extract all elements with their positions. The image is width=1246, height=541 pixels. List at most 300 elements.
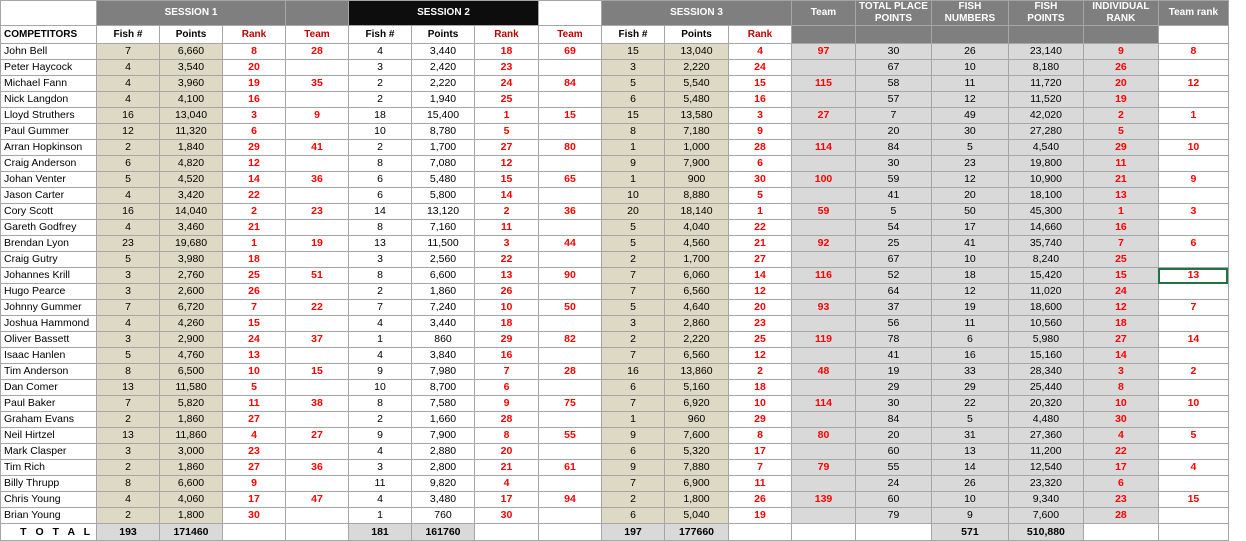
team-total-cell[interactable]: [792, 284, 856, 300]
s3-rank-cell[interactable]: 12: [729, 284, 792, 300]
s1-points-cell[interactable]: 13,040: [160, 108, 223, 124]
s1-points-cell[interactable]: 1,860: [160, 460, 223, 476]
individual-rank-cell[interactable]: 20: [1083, 76, 1158, 92]
fish-numbers-cell[interactable]: 50: [931, 204, 1008, 220]
s1-rank-cell[interactable]: 13: [223, 348, 286, 364]
team-rank-cell[interactable]: [1158, 476, 1228, 492]
fish-points-total[interactable]: 510,880: [1008, 524, 1083, 541]
s1-rank-cell[interactable]: 23: [223, 444, 286, 460]
s2-rank-cell[interactable]: 4: [475, 476, 539, 492]
s2-team-cell[interactable]: [539, 220, 602, 236]
s2-fish-cell[interactable]: 6: [349, 188, 412, 204]
s1-points-cell[interactable]: 4,820: [160, 156, 223, 172]
s3-fish-cell[interactable]: 7: [602, 476, 665, 492]
s3-rank-cell[interactable]: 23: [729, 316, 792, 332]
team-rank-cell[interactable]: 15: [1158, 492, 1228, 508]
s2-team-cell[interactable]: 82: [539, 332, 602, 348]
s1-rank-cell[interactable]: 20: [223, 60, 286, 76]
s3-points-cell[interactable]: 7,880: [665, 460, 729, 476]
individual-rank-header[interactable]: [1083, 1, 1158, 26]
s3-fish-cell[interactable]: 7: [602, 396, 665, 412]
s2-rank-cell[interactable]: 30: [475, 508, 539, 524]
team-rank-cell[interactable]: [1158, 252, 1228, 268]
s3-rank-cell[interactable]: 12: [729, 348, 792, 364]
fish-numbers-cell[interactable]: 16: [931, 348, 1008, 364]
s3-fish-cell[interactable]: 6: [602, 380, 665, 396]
s1-rank-cell[interactable]: 22: [223, 188, 286, 204]
s1-points-cell[interactable]: 6,660: [160, 44, 223, 60]
s2-rank-cell[interactable]: 29: [475, 332, 539, 348]
s3-fish-cell[interactable]: 8: [602, 124, 665, 140]
fish-points-cell[interactable]: 27,280: [1008, 124, 1083, 140]
individual-rank-cell[interactable]: 7: [1083, 236, 1158, 252]
s2-rank-cell[interactable]: 28: [475, 412, 539, 428]
team-rank-cell[interactable]: [1158, 60, 1228, 76]
s1-rank-cell[interactable]: 3: [223, 108, 286, 124]
s2-points-cell[interactable]: 1,660: [412, 412, 475, 428]
team-rank-cell[interactable]: [1158, 444, 1228, 460]
s3-rank-cell[interactable]: 20: [729, 300, 792, 316]
competitor-name-cell[interactable]: Paul Baker: [1, 396, 97, 412]
cell[interactable]: [729, 524, 792, 541]
s3-fish-cell[interactable]: 5: [602, 236, 665, 252]
team-rank-cell[interactable]: [1158, 284, 1228, 300]
s1-team-cell[interactable]: [286, 252, 349, 268]
fish-numbers-cell[interactable]: 12: [931, 92, 1008, 108]
s1-rank-cell[interactable]: 7: [223, 300, 286, 316]
team-rank-cell[interactable]: 5: [1158, 428, 1228, 444]
competitor-name-cell[interactable]: Joshua Hammond: [1, 316, 97, 332]
s2-fish-cell[interactable]: 3: [349, 460, 412, 476]
s1-fish-total[interactable]: 193: [97, 524, 160, 541]
s1-team-cell[interactable]: [286, 124, 349, 140]
s2-rank-cell[interactable]: 17: [475, 492, 539, 508]
fish-points-cell[interactable]: 12,540: [1008, 460, 1083, 476]
s1-team-cell[interactable]: 38: [286, 396, 349, 412]
competitor-name-cell[interactable]: Gareth Godfrey: [1, 220, 97, 236]
rank-header[interactable]: Rank: [729, 26, 792, 44]
team-total-cell[interactable]: [792, 444, 856, 460]
fish-points-cell[interactable]: 23,140: [1008, 44, 1083, 60]
team-rank-cell[interactable]: 3: [1158, 204, 1228, 220]
s3-points-cell[interactable]: 6,900: [665, 476, 729, 492]
team-total-cell[interactable]: [792, 124, 856, 140]
s2-fish-cell[interactable]: 6: [349, 172, 412, 188]
team-total-cell[interactable]: 116: [792, 268, 856, 284]
s2-rank-cell[interactable]: 3: [475, 236, 539, 252]
s3-rank-cell[interactable]: 11: [729, 476, 792, 492]
individual-rank-cell[interactable]: 19: [1083, 92, 1158, 108]
team-rank-cell[interactable]: [1158, 508, 1228, 524]
s2-fish-cell[interactable]: 1: [349, 508, 412, 524]
fish-numbers-cell[interactable]: 18: [931, 268, 1008, 284]
s2-team-cell[interactable]: 69: [539, 44, 602, 60]
s2-team-cell[interactable]: [539, 252, 602, 268]
s3-rank-cell[interactable]: 27: [729, 252, 792, 268]
fish-numbers-cell[interactable]: 31: [931, 428, 1008, 444]
team-total-cell[interactable]: [792, 348, 856, 364]
s2-team-cell[interactable]: [539, 348, 602, 364]
s3-rank-cell[interactable]: 9: [729, 124, 792, 140]
s2-rank-cell[interactable]: 13: [475, 268, 539, 284]
s1-team-cell[interactable]: [286, 412, 349, 428]
s2-team-cell[interactable]: [539, 380, 602, 396]
s2-team-cell[interactable]: 61: [539, 460, 602, 476]
s1-points-cell[interactable]: 3,420: [160, 188, 223, 204]
s2-points-cell[interactable]: 3,440: [412, 316, 475, 332]
fish-numbers-cell[interactable]: 6: [931, 332, 1008, 348]
s3-points-cell[interactable]: 5,160: [665, 380, 729, 396]
team-total-cell[interactable]: 97: [792, 44, 856, 60]
total-place-points-cell[interactable]: 56: [856, 316, 932, 332]
s1-points-cell[interactable]: 3,540: [160, 60, 223, 76]
s2-rank-cell[interactable]: 16: [475, 348, 539, 364]
s3-rank-cell[interactable]: 2: [729, 364, 792, 380]
fish-points-cell[interactable]: 45,300: [1008, 204, 1083, 220]
s3-points-cell[interactable]: 5,320: [665, 444, 729, 460]
individual-rank-cell[interactable]: 4: [1083, 428, 1158, 444]
s1-fish-cell[interactable]: 13: [97, 380, 160, 396]
fish-numbers-cell[interactable]: 41: [931, 236, 1008, 252]
s3-rank-cell[interactable]: 21: [729, 236, 792, 252]
s1-fish-cell[interactable]: 4: [97, 92, 160, 108]
s2-team-cell[interactable]: 50: [539, 300, 602, 316]
fish-points-cell[interactable]: 11,720: [1008, 76, 1083, 92]
s3-fish-total[interactable]: 197: [602, 524, 665, 541]
s2-points-cell[interactable]: 2,220: [412, 76, 475, 92]
team-header[interactable]: Team: [792, 1, 856, 26]
fish-no-header[interactable]: Fish #: [602, 26, 665, 44]
s2-points-cell[interactable]: 2,420: [412, 60, 475, 76]
s3-points-cell[interactable]: 960: [665, 412, 729, 428]
s1-rank-cell[interactable]: 26: [223, 284, 286, 300]
fish-numbers-cell[interactable]: 11: [931, 76, 1008, 92]
s3-rank-cell[interactable]: 10: [729, 396, 792, 412]
competitor-name-cell[interactable]: Tim Anderson: [1, 364, 97, 380]
s3-fish-cell[interactable]: 15: [602, 44, 665, 60]
s3-rank-cell[interactable]: 28: [729, 140, 792, 156]
s1-points-cell[interactable]: 3,960: [160, 76, 223, 92]
s1-team-cell[interactable]: [286, 92, 349, 108]
s1-fish-cell[interactable]: 5: [97, 348, 160, 364]
individual-rank-cell[interactable]: 30: [1083, 412, 1158, 428]
team-total-cell[interactable]: 114: [792, 396, 856, 412]
s3-points-cell[interactable]: 8,880: [665, 188, 729, 204]
s1-points-cell[interactable]: 19,680: [160, 236, 223, 252]
header-cell[interactable]: [1008, 26, 1083, 44]
s2-fish-cell[interactable]: 4: [349, 492, 412, 508]
s3-rank-cell[interactable]: 5: [729, 188, 792, 204]
s2-rank-cell[interactable]: 21: [475, 460, 539, 476]
s1-team-cell[interactable]: [286, 476, 349, 492]
s3-fish-cell[interactable]: 5: [602, 300, 665, 316]
fish-points-cell[interactable]: 23,320: [1008, 476, 1083, 492]
s1-rank-cell[interactable]: 8: [223, 44, 286, 60]
s1-fish-cell[interactable]: 8: [97, 364, 160, 380]
s1-rank-cell[interactable]: 15: [223, 316, 286, 332]
cell[interactable]: [539, 524, 602, 541]
fish-numbers-cell[interactable]: 12: [931, 172, 1008, 188]
fish-points-cell[interactable]: 14,660: [1008, 220, 1083, 236]
s3-fish-cell[interactable]: 2: [602, 252, 665, 268]
s2-fish-cell[interactable]: 1: [349, 332, 412, 348]
team-total-cell[interactable]: [792, 60, 856, 76]
s3-points-cell[interactable]: 13,860: [665, 364, 729, 380]
s3-points-cell[interactable]: 1,800: [665, 492, 729, 508]
total-place-points-header[interactable]: [856, 1, 932, 26]
individual-rank-cell[interactable]: 9: [1083, 44, 1158, 60]
s2-fish-cell[interactable]: 3: [349, 60, 412, 76]
s2-fish-cell[interactable]: 9: [349, 364, 412, 380]
s1-rank-cell[interactable]: 17: [223, 492, 286, 508]
s1-fish-cell[interactable]: 16: [97, 204, 160, 220]
team-total-cell[interactable]: 48: [792, 364, 856, 380]
individual-rank-cell[interactable]: 6: [1083, 476, 1158, 492]
fish-numbers-cell[interactable]: 17: [931, 220, 1008, 236]
s2-fish-cell[interactable]: 13: [349, 236, 412, 252]
s2-points-cell[interactable]: 3,840: [412, 348, 475, 364]
s2-team-cell[interactable]: [539, 188, 602, 204]
s1-team-cell[interactable]: [286, 284, 349, 300]
header-cell[interactable]: [286, 1, 349, 26]
s1-points-cell[interactable]: 4,260: [160, 316, 223, 332]
fish-numbers-total[interactable]: 571: [931, 524, 1008, 541]
total-place-points-cell[interactable]: 30: [856, 156, 932, 172]
team-total-cell[interactable]: 92: [792, 236, 856, 252]
fish-numbers-cell[interactable]: 10: [931, 60, 1008, 76]
individual-rank-cell[interactable]: 23: [1083, 492, 1158, 508]
fish-points-cell[interactable]: 8,240: [1008, 252, 1083, 268]
total-place-points-cell[interactable]: 30: [856, 396, 932, 412]
fish-numbers-cell[interactable]: 19: [931, 300, 1008, 316]
s2-rank-cell[interactable]: 26: [475, 284, 539, 300]
fish-points-cell[interactable]: 11,200: [1008, 444, 1083, 460]
s2-team-cell[interactable]: 65: [539, 172, 602, 188]
rank-header[interactable]: Rank: [475, 26, 539, 44]
team-rank-cell[interactable]: 1: [1158, 108, 1228, 124]
s3-fish-cell[interactable]: 3: [602, 60, 665, 76]
s1-points-cell[interactable]: 2,900: [160, 332, 223, 348]
s1-rank-cell[interactable]: 24: [223, 332, 286, 348]
fish-points-cell[interactable]: 35,740: [1008, 236, 1083, 252]
s1-fish-cell[interactable]: 5: [97, 252, 160, 268]
s3-fish-cell[interactable]: 6: [602, 444, 665, 460]
total-label[interactable]: T O T A L: [1, 524, 97, 541]
s1-team-cell[interactable]: [286, 316, 349, 332]
s1-team-cell[interactable]: [286, 508, 349, 524]
s1-team-cell[interactable]: [286, 348, 349, 364]
s2-rank-cell[interactable]: 8: [475, 428, 539, 444]
s1-points-cell[interactable]: 3,000: [160, 444, 223, 460]
fish-numbers-cell[interactable]: 22: [931, 396, 1008, 412]
header-cell[interactable]: [792, 26, 856, 44]
total-place-points-cell[interactable]: 57: [856, 92, 932, 108]
s2-fish-cell[interactable]: 2: [349, 412, 412, 428]
s3-points-cell[interactable]: 5,540: [665, 76, 729, 92]
session1-header[interactable]: SESSION 1: [97, 1, 286, 26]
team-col-header[interactable]: Team: [539, 26, 602, 44]
s1-rank-cell[interactable]: 29: [223, 140, 286, 156]
competitor-name-cell[interactable]: Arran Hopkinson: [1, 140, 97, 156]
s2-fish-cell[interactable]: 2: [349, 92, 412, 108]
s1-points-cell[interactable]: 2,760: [160, 268, 223, 284]
s1-points-cell[interactable]: 11,580: [160, 380, 223, 396]
fish-numbers-cell[interactable]: 10: [931, 252, 1008, 268]
points-header[interactable]: Points: [665, 26, 729, 44]
s1-points-cell[interactable]: 4,100: [160, 92, 223, 108]
s1-fish-cell[interactable]: 4: [97, 60, 160, 76]
s2-rank-cell[interactable]: 1: [475, 108, 539, 124]
fish-points-cell[interactable]: 19,800: [1008, 156, 1083, 172]
competitor-name-cell[interactable]: Johan Venter: [1, 172, 97, 188]
s1-team-cell[interactable]: 51: [286, 268, 349, 284]
s1-points-cell[interactable]: 4,520: [160, 172, 223, 188]
total-place-points-cell[interactable]: 19: [856, 364, 932, 380]
s2-rank-cell[interactable]: 11: [475, 220, 539, 236]
individual-rank-cell[interactable]: 13: [1083, 188, 1158, 204]
s2-points-cell[interactable]: 8,700: [412, 380, 475, 396]
s3-points-cell[interactable]: 5,480: [665, 92, 729, 108]
cell[interactable]: [1083, 524, 1158, 541]
cell[interactable]: [223, 524, 286, 541]
fish-numbers-cell[interactable]: 9: [931, 508, 1008, 524]
individual-rank-cell[interactable]: 17: [1083, 460, 1158, 476]
s3-fish-cell[interactable]: 20: [602, 204, 665, 220]
s3-fish-cell[interactable]: 7: [602, 284, 665, 300]
s2-rank-cell[interactable]: 25: [475, 92, 539, 108]
s2-points-cell[interactable]: 760: [412, 508, 475, 524]
s2-points-cell[interactable]: 3,480: [412, 492, 475, 508]
s3-points-cell[interactable]: 1,000: [665, 140, 729, 156]
s2-points-cell[interactable]: 9,820: [412, 476, 475, 492]
team-total-cell[interactable]: 59: [792, 204, 856, 220]
team-rank-cell[interactable]: 9: [1158, 172, 1228, 188]
team-rank-cell[interactable]: 12: [1158, 76, 1228, 92]
s2-fish-cell[interactable]: 3: [349, 252, 412, 268]
team-rank-header[interactable]: Team rank: [1158, 1, 1228, 26]
competitor-name-cell[interactable]: Johannes Krill: [1, 268, 97, 284]
s3-fish-cell[interactable]: 2: [602, 492, 665, 508]
fish-points-cell[interactable]: 7,600: [1008, 508, 1083, 524]
s2-team-cell[interactable]: 84: [539, 76, 602, 92]
team-total-cell[interactable]: 79: [792, 460, 856, 476]
s3-fish-cell[interactable]: 9: [602, 156, 665, 172]
team-total-cell[interactable]: 93: [792, 300, 856, 316]
fish-numbers-cell[interactable]: 26: [931, 44, 1008, 60]
s3-rank-cell[interactable]: 1: [729, 204, 792, 220]
competitor-name-cell[interactable]: Hugo Pearce: [1, 284, 97, 300]
s1-fish-cell[interactable]: 3: [97, 268, 160, 284]
total-place-points-cell[interactable]: 64: [856, 284, 932, 300]
competitor-name-cell[interactable]: Cory Scott: [1, 204, 97, 220]
total-place-points-cell[interactable]: 84: [856, 412, 932, 428]
s2-points-cell[interactable]: 2,560: [412, 252, 475, 268]
s2-team-cell[interactable]: 55: [539, 428, 602, 444]
team-rank-cell[interactable]: [1158, 220, 1228, 236]
competitor-name-cell[interactable]: Peter Haycock: [1, 60, 97, 76]
s2-fish-cell[interactable]: 2: [349, 284, 412, 300]
s2-team-cell[interactable]: 44: [539, 236, 602, 252]
s2-points-cell[interactable]: 7,900: [412, 428, 475, 444]
team-rank-cell[interactable]: [1158, 124, 1228, 140]
team-rank-cell[interactable]: [1158, 380, 1228, 396]
s1-fish-cell[interactable]: 2: [97, 140, 160, 156]
individual-rank-cell[interactable]: 8: [1083, 380, 1158, 396]
s2-points-cell[interactable]: 7,080: [412, 156, 475, 172]
total-place-points-cell[interactable]: 20: [856, 124, 932, 140]
s1-team-cell[interactable]: [286, 444, 349, 460]
s1-points-cell[interactable]: 2,600: [160, 284, 223, 300]
s2-points-cell[interactable]: 5,800: [412, 188, 475, 204]
s1-rank-cell[interactable]: 5: [223, 380, 286, 396]
individual-rank-cell[interactable]: 29: [1083, 140, 1158, 156]
s3-fish-cell[interactable]: 6: [602, 92, 665, 108]
s1-team-cell[interactable]: 27: [286, 428, 349, 444]
s1-team-cell[interactable]: 47: [286, 492, 349, 508]
s1-team-cell[interactable]: [286, 380, 349, 396]
fish-points-cell[interactable]: 25,440: [1008, 380, 1083, 396]
individual-rank-cell[interactable]: 2: [1083, 108, 1158, 124]
s1-rank-cell[interactable]: 12: [223, 156, 286, 172]
s3-points-cell[interactable]: 2,220: [665, 60, 729, 76]
s1-fish-cell[interactable]: 4: [97, 220, 160, 236]
s2-points-cell[interactable]: 7,980: [412, 364, 475, 380]
s1-team-cell[interactable]: [286, 156, 349, 172]
s2-rank-cell[interactable]: 9: [475, 396, 539, 412]
individual-rank-cell[interactable]: 27: [1083, 332, 1158, 348]
s2-fish-cell[interactable]: 4: [349, 348, 412, 364]
team-col-header[interactable]: Team: [286, 26, 349, 44]
s1-fish-cell[interactable]: 2: [97, 412, 160, 428]
competitor-name-cell[interactable]: Neil Hirtzel: [1, 428, 97, 444]
total-place-points-cell[interactable]: 52: [856, 268, 932, 284]
competitor-name-cell[interactable]: Lloyd Struthers: [1, 108, 97, 124]
s2-fish-cell[interactable]: 7: [349, 300, 412, 316]
s3-points-cell[interactable]: 5,040: [665, 508, 729, 524]
individual-rank-cell[interactable]: 26: [1083, 60, 1158, 76]
s3-points-cell[interactable]: 2,860: [665, 316, 729, 332]
s1-team-cell[interactable]: [286, 188, 349, 204]
header-cell[interactable]: [856, 26, 932, 44]
fish-points-cell[interactable]: 4,480: [1008, 412, 1083, 428]
s3-points-cell[interactable]: 6,920: [665, 396, 729, 412]
team-rank-cell[interactable]: 10: [1158, 396, 1228, 412]
s3-fish-cell[interactable]: 7: [602, 268, 665, 284]
s3-points-cell[interactable]: 7,600: [665, 428, 729, 444]
s3-rank-cell[interactable]: 6: [729, 156, 792, 172]
team-rank-cell[interactable]: 6: [1158, 236, 1228, 252]
s1-fish-cell[interactable]: 2: [97, 460, 160, 476]
s1-rank-cell[interactable]: 18: [223, 252, 286, 268]
s1-fish-cell[interactable]: 3: [97, 284, 160, 300]
team-total-cell[interactable]: 114: [792, 140, 856, 156]
total-place-points-cell[interactable]: 41: [856, 348, 932, 364]
s1-team-cell[interactable]: 35: [286, 76, 349, 92]
s3-fish-cell[interactable]: 16: [602, 364, 665, 380]
s2-fish-cell[interactable]: 2: [349, 140, 412, 156]
s1-points-cell[interactable]: 14,040: [160, 204, 223, 220]
competitor-name-cell[interactable]: Nick Langdon: [1, 92, 97, 108]
s1-fish-cell[interactable]: 7: [97, 44, 160, 60]
s1-team-cell[interactable]: 22: [286, 300, 349, 316]
s3-rank-cell[interactable]: 24: [729, 60, 792, 76]
s2-points-cell[interactable]: 2,800: [412, 460, 475, 476]
s3-rank-cell[interactable]: 18: [729, 380, 792, 396]
fish-numbers-cell[interactable]: 5: [931, 412, 1008, 428]
s3-rank-cell[interactable]: 29: [729, 412, 792, 428]
fish-numbers-cell[interactable]: 12: [931, 284, 1008, 300]
fish-points-cell[interactable]: 4,540: [1008, 140, 1083, 156]
